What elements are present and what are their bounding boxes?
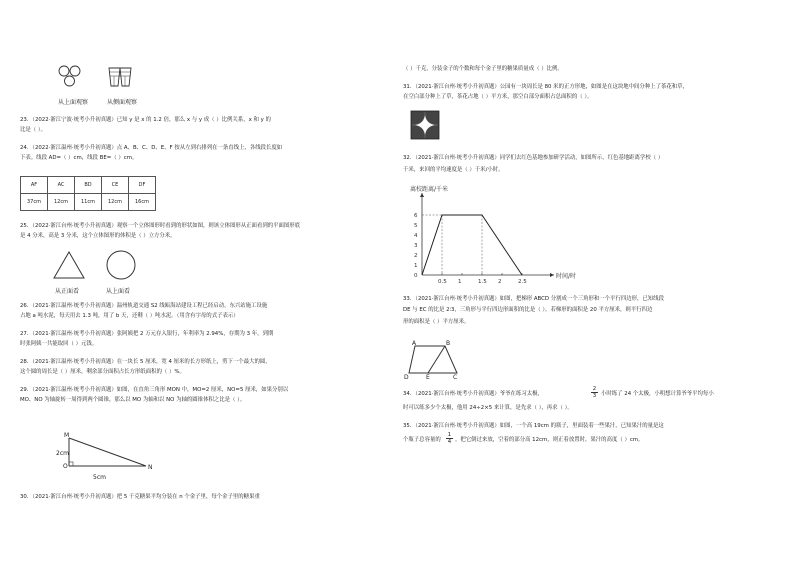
question-28-cont: 这个圆的周长是（ ）厘米，剩余部分面积占长方形纸面积的（ ）%。 [20, 369, 185, 375]
vertex-c: C [453, 374, 458, 381]
vertex-o: O [63, 463, 68, 470]
x-tick-label: 2 [498, 279, 502, 285]
question-33-cont-2: 形的面积是（ ）平方厘米。 [403, 319, 470, 325]
table-cell: 12cm [48, 194, 75, 211]
question-34-cont: 时可以练多少个太极，他用 24÷2×5 来计算，是先求（ ），再求（ ）。 [403, 405, 573, 411]
question-24-cont: 下表。线段 AD=（ ）cm，线段 BE=（ ）cm。 [20, 155, 138, 161]
question-30: 30．（2021·浙江台州·统考小升初真题）把 5 千克糖果平均分装在 n 个金子里，每个金子里的糖果重 [20, 494, 260, 500]
question-23: 23．（2022·浙江宁波·统考小升初真题）已知 y 是 x 的 1.2 倍，那么 x 与 y 成（ ）比例关系，x 和 y 的 [20, 117, 271, 123]
triangle-front-view [53, 251, 87, 281]
question-27: 27．（2021·浙江温州·统考小升初真题）张阿姨把 2 万元存入银行，年利率为 2.94%，存期为 3 年，到期 [20, 331, 274, 337]
fraction-denominator: 3 [592, 393, 597, 399]
table-cell: CE [102, 177, 129, 194]
y-tick-label: 5 [414, 223, 418, 229]
circle-top-view [106, 250, 138, 282]
question-34: 34．（2021·浙江台州·统考小升初真题）爷爷在练习太极， [403, 391, 543, 397]
caption-top-view: 从上面观察 [58, 99, 89, 106]
x-axis-arrow [550, 273, 554, 277]
caption-side-view: 从侧面观察 [107, 99, 138, 106]
question-31: 31．（2021·浙江台州·统考小升初真题）公园有一块周长是 80 米的正方形地，如图是在这块地中间分种上了茶花和草， [403, 84, 688, 90]
table-cell: DF [129, 177, 156, 194]
vertex-a: A [412, 340, 417, 347]
side-mo-label: 2cm [56, 450, 69, 457]
cups-side-view [108, 66, 148, 96]
vertex-n: N [148, 464, 153, 471]
question-25-cont: 是 4 分米，高是 3 分米，这个立体图形的体积是（ ）立方分米。 [20, 233, 176, 239]
question-33: 33．（2021·浙江台州·统考小升初真题）如图，把梯形 ABCD 分割成一个三角形和一个平行四边形，已知线段 [403, 296, 664, 302]
question-26: 26．（2021·浙江温州·统考小升初真题）温州轨道交通 S2 线瓯海站建设工程已经启动，东兴站施工设施 [20, 303, 268, 309]
segment-length-table [20, 176, 156, 211]
question-27-cont: 时张阿姨一共能取回（ ）元钱。 [20, 341, 98, 347]
caption-front-view: 从正面看 [55, 288, 80, 295]
table-row [21, 177, 156, 194]
fraction-numerator: 2 [592, 386, 597, 392]
y-tick-label: 3 [414, 243, 418, 249]
question-23-cont: 比是（ ）。 [20, 127, 46, 133]
table-cell: AF [21, 177, 48, 194]
square-flower-figure [410, 110, 442, 142]
table-cell: 11cm [75, 194, 102, 211]
question-29: 29．（2021·浙江温州·统考小升初真题）如图，在直角三角形 MON 中，MO=2 厘米，NO=5 厘米，如果分别以 [20, 387, 289, 393]
fraction-two-thirds [591, 386, 598, 399]
fraction-numerator: 1 [447, 432, 452, 438]
fraction-one-quarter [446, 432, 453, 445]
y-axis-label: 离校距离/千米 [410, 186, 449, 193]
y-tick-label: 6 [414, 213, 418, 219]
side-on-label: 5cm [93, 474, 106, 481]
x-tick-label: 1.5 [478, 279, 487, 285]
cups-top-view [58, 66, 98, 96]
table-cell: 12cm [102, 194, 129, 211]
question-33-cont: DE 与 EC 的比是 2∶3，三角形与平行四边形面积的比是（ ）。若梯形的面积是 20 平方厘米，则平行四边 [403, 307, 653, 313]
y-tick-label: 1 [414, 263, 418, 269]
vertex-b: B [446, 340, 451, 347]
y-tick-label: 4 [414, 233, 418, 239]
y-tick-label: 0 [414, 273, 418, 279]
y-tick-label: 2 [414, 253, 418, 259]
question-29-cont: MO、NO 为轴旋转一周得到两个圆锥，那么以 MO 为轴和以 NO 为轴的圆锥体积之比是（ ）。 [20, 397, 246, 403]
question-34-after-fraction: 小时练了 24 个太极，小明想计算爷爷平均每小 [601, 391, 714, 397]
question-32-cont: 千米，来回的平均速度是（ ）千米/小时。 [403, 167, 504, 173]
question-35-after-fraction: 。把它倒过来放，空着的部分高 12cm，则正着放置时，果汁的高度（ ）cm。 [455, 437, 644, 443]
question-25: 25．（2022·浙江台州·统考小升初真题）观察一个立体图形时看到的形状如图，则该立体图形从正面看到的平面图形底 [20, 223, 301, 229]
question-24: 24．（2022·浙江温州·统考小升初真题）点 A、B、C、D、E、F 按从左到右排列在一条直线上，各线段长度如 [20, 145, 283, 151]
vertex-d: D [404, 374, 409, 381]
distance-time-chart [400, 180, 577, 285]
x-tick-label: 1 [458, 279, 462, 285]
question-28: 28．（2021·浙江温州·统考小升初真题）在一块长 5 厘米，宽 4 厘米的长方形纸上，剪下一个最大的圆， [20, 359, 271, 365]
table-cell: AC [48, 177, 75, 194]
question-32: 32．（2021·浙江台州·统考小升初真题）同学们去红色基地参加研学活动，如图所示，红色基地距离学校（ ） [403, 155, 664, 161]
table-cell: 16cm [129, 194, 156, 211]
x-tick-label: 2.5 [518, 279, 527, 285]
question-31-cont: 在空白部分种上了草，茶花占地（ ）平方米，那空白部分面积占总面积的（ ）。 [403, 94, 593, 100]
caption-top-view-2: 从上面看 [106, 288, 131, 295]
question-35: 35．（2021·浙江台州·统考小升初真题）如图，一个高 19cm 的瓶子，里面装着一些果汁，已知果汁的量是这 [403, 423, 664, 429]
x-tick-label: 0.5 [438, 279, 447, 285]
table-cell: BD [75, 177, 102, 194]
vertex-e: E [426, 374, 430, 381]
question-26-cont: 占地 a 吨水泥，每天用去 1.3 吨，用了 b 天，还剩（ ）吨水泥。（用含有字母的式子表示） [20, 313, 239, 319]
distance-line [422, 215, 522, 275]
x-axis-label: 时间/时 [556, 273, 577, 280]
fraction-denominator: 4 [447, 439, 452, 445]
question-35-cont: 个瓶子总容量的 [403, 437, 441, 443]
table-cell: 37cm [21, 194, 48, 211]
table-row [21, 194, 156, 211]
y-axis-arrow [420, 193, 424, 197]
question-30-cont: （ ）千克，分装金子的个数和每个金子里的糖果质量成（ ）比例。 [403, 66, 563, 72]
vertex-m: M [64, 432, 70, 439]
